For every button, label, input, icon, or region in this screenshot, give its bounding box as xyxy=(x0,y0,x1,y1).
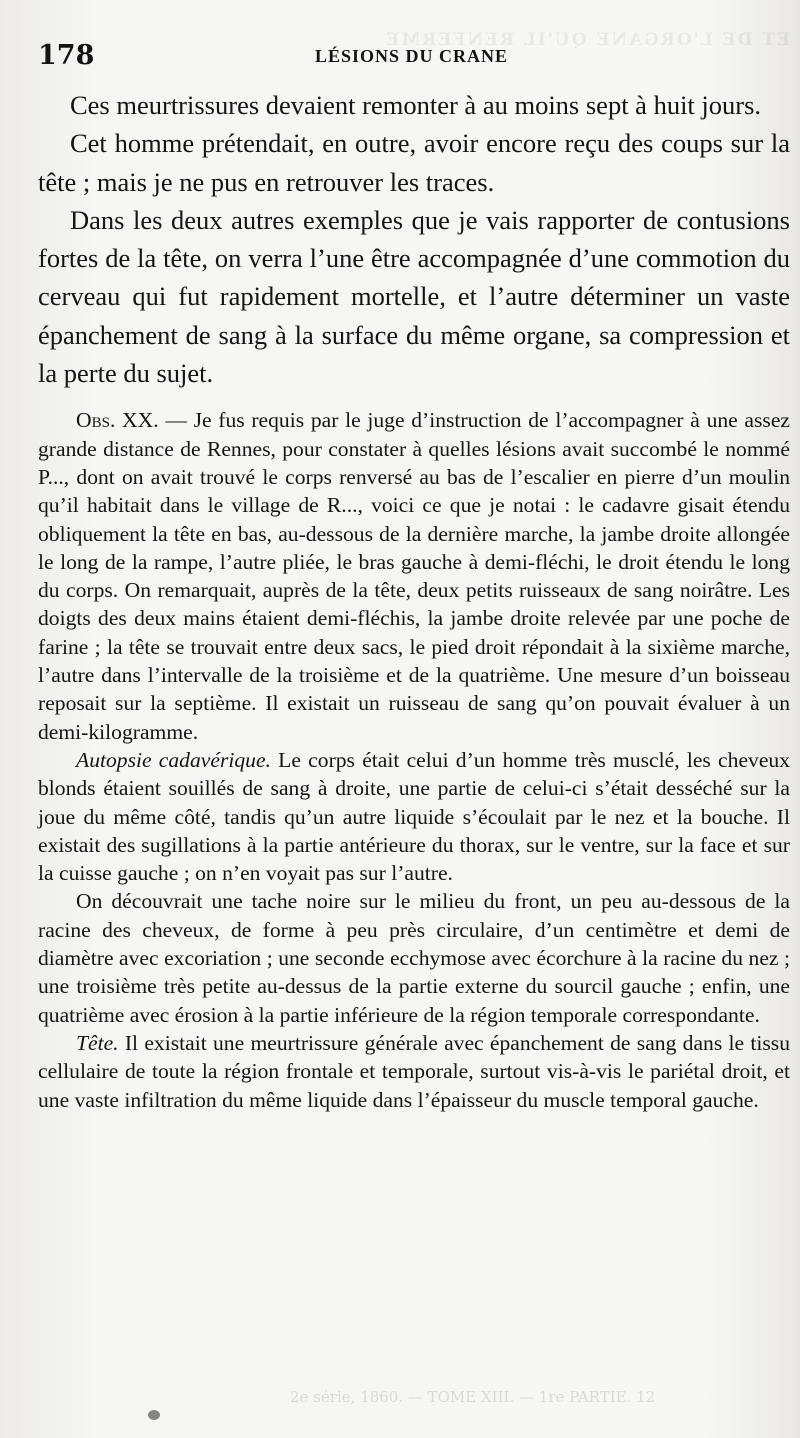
paragraph: Dans les deux autres exemples que je vais rapporter de contusions fortes de la tête, on verra l’une être accompagnée d’une commotion du cerveau qui fut rapidement mortelle, et l’autre déterminer un vaste épanchement de sang à la surface du même organe, sa compression et la perte du sujet. xyxy=(38,204,790,389)
page-header xyxy=(38,40,788,74)
observation-text: — Je fus requis par le juge d’instruction de l’accompagner à une assez grande distance de Rennes, pour constater à quelles lésions avait succombé le nommé P..., dont on avait trouvé le corps renversé au bas de l’escalier en pierre d’un moulin qu’il habitait dans le village de R..., voici ce que je notai : le cadavre gisait étendu obliquement la tête en bas, au-dessous de la dernière marche, la jambe droite allongée le long de la rampe, l’autre pliée, le bras gauche à demi-fléchi, le droit étendu le long du corps. On remarquait, auprès de la tête, deux petits ruisseaux de sang noirâtre. Les doigts des deux mains étaient demi-fléchis, la jambe droite relevée par une poche de farine ; la tête se trouvait entre deux sacs, le pied droit répondait à la sixième marche, l’autre dans l’intervalle de la troisième et de la quatrième. Une mesure d’un boisseau reposait sur la septième. Il existait un ruisseau de sang qu’on pouvait évaluer à un demi-kilogramme. xyxy=(38,408,790,744)
ink-mark xyxy=(148,1410,160,1420)
page-number: 178 xyxy=(38,40,95,71)
autopsy-paragraph xyxy=(38,746,790,887)
head-text: Il existait une meurtrissure générale avec épanchement de sang dans le tissu cellulaire de toute la région frontale et temporale, surtout vis-à-vis le pariétal droit, et une vaste infiltration du même liquide dans l’épaisseur du muscle temporal gauche. xyxy=(38,1030,790,1112)
head-paragraph xyxy=(38,1029,790,1114)
autopsy-text: Le corps était celui d’un homme très musclé, les cheveux blonds étaient souillés de sang à droite, une partie de celui-ci s’était desséché sur la joue du même côté, tandis qu’un autre liquide s’écoulait par le nez et la bouche. Il existait des sugillations à la partie antérieure du thorax, sur le ventre, sur la face et sur la cuisse gauche ; on n’en voyait pas sur l’autre. xyxy=(38,747,791,886)
section-gap xyxy=(38,392,790,406)
bleed-through-text: ET DE L'ORGANE QU'IL RENFERME xyxy=(384,30,790,50)
observation-paragraph xyxy=(38,406,790,746)
paragraph: Cet homme prétendait, en outre, avoir encore reçu des coups sur la tête ; mais je ne pus en retrouver les traces. xyxy=(38,128,790,197)
head-label: Tête. xyxy=(76,1030,119,1055)
paragraph: Ces meurtrissures devaient remonter à au moins sept à huit jours. xyxy=(70,90,762,120)
paragraph: On découvrait une tache noire sur le milieu du front, un peu au-dessous de la racine des cheveux, de forme à peu près circulaire, d’un centimètre et demi de diamètre avec excoriation ; une seconde ecchymose avec écorchure à la racine du nez ; une troisième très petite au-dessus de la partie externe du sourcil gauche ; enfin, une quatrième avec érosion à la partie inférieure de la région temporale correspondante. xyxy=(38,889,790,1027)
bleed-through-footer: 2e série, 1860. — TOME XIII. — 1re PARTIE. 12 xyxy=(290,1388,656,1406)
autopsy-label: Autopsie cadavérique. xyxy=(76,747,271,772)
page-body xyxy=(38,86,790,1114)
running-head: LÉSIONS DU CRANE xyxy=(315,46,509,66)
observation-label: Obs. XX. xyxy=(76,408,159,433)
